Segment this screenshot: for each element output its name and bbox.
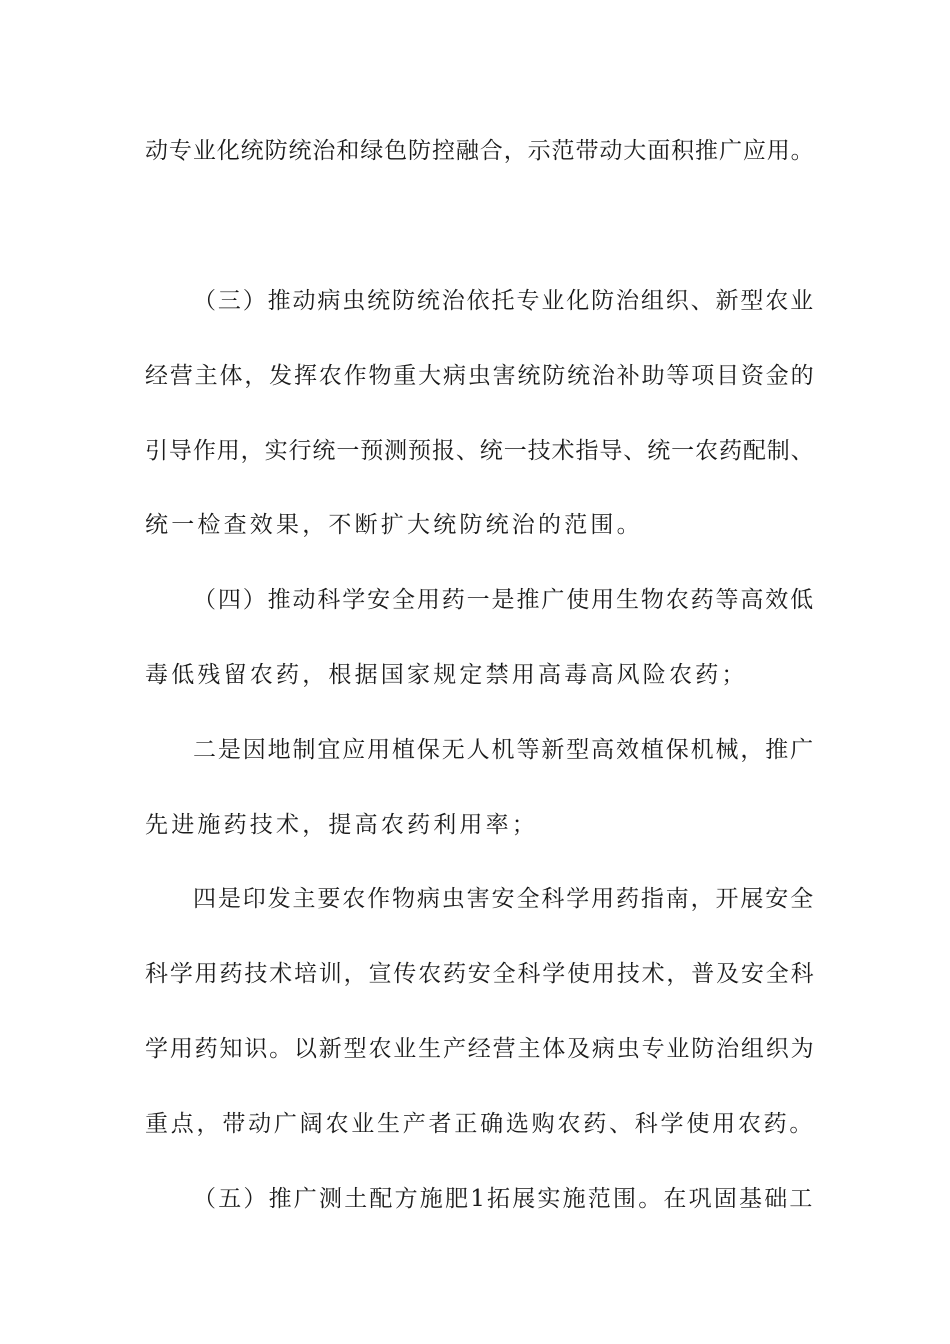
text-line: 重点，带动广阔农业生产者正确选购农药、科学使用农药。 <box>145 1111 816 1137</box>
paragraph-start: 四是印发主要农作物病虫害安全科学用药指南，开展安全 <box>193 886 815 912</box>
text-line: 经营主体，发挥农作物重大病虫害统防统治补助等项目资金的 <box>145 363 816 389</box>
text-line: 动专业化统防统治和绿色防控融合，示范带动大面积推广应用。 <box>145 138 815 164</box>
text-line: 学用药知识。以新型农业生产经营主体及病虫专业防治组织为 <box>145 1036 816 1062</box>
text-line: 先进施药技术，提高农药利用率； <box>145 812 538 838</box>
text-line: 科学用药技术培训，宣传农药安全科学使用技术，普及安全科 <box>145 961 816 987</box>
paragraph-heading-5: （五）推广测土配方施肥1拓展实施范围。在巩固基础工 <box>193 1186 815 1212</box>
paragraph-heading-3: （三）推动病虫统防统治依托专业化防治组织、新型农业 <box>193 288 815 314</box>
text-line: 引导作用，实行统一预测预报、统一技术指导、统一农药配制、 <box>145 438 815 464</box>
paragraph-heading-4: （四）推动科学安全用药一是推广使用生物农药等高效低 <box>193 587 815 613</box>
text-line: 统一检查效果，不断扩大统防统治的范围。 <box>145 512 643 538</box>
text-line: 毒低残留农药，根据国家规定禁用高毒高风险农药； <box>145 662 748 688</box>
paragraph-start: 二是因地制宜应用植保无人机等新型高效植保机械，推广 <box>193 737 815 763</box>
